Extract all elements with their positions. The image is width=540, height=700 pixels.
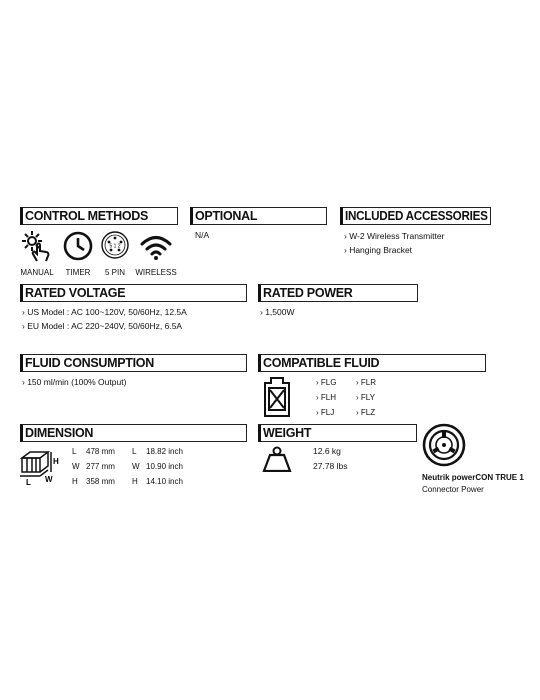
dimension-row: L 478 mm L 18.82 inch	[72, 447, 183, 456]
power-connector-sub: Connector Power	[422, 485, 484, 494]
voltage-us: › US Model : AC 100~120V, 50/60Hz, 12.5A	[22, 307, 187, 317]
svg-text:L: L	[26, 478, 31, 486]
fluid-list-col1	[316, 375, 336, 420]
weight-kettlebell-icon	[262, 446, 292, 472]
wireless-wifi-icon	[139, 233, 173, 261]
fluid-item: › FLH	[316, 393, 336, 402]
optional-header: OPTIONAL	[190, 207, 327, 225]
timer-clock-icon	[62, 230, 94, 262]
manual-label: MANUAL	[20, 268, 54, 277]
weight-header: WEIGHT	[258, 424, 417, 442]
dimension-row: W 277 mm W 10.90 inch	[72, 462, 183, 471]
rated-voltage-header: RATED VOLTAGE	[20, 284, 247, 302]
powercon-connector-icon	[422, 423, 466, 467]
fluid-item: › FLJ	[316, 408, 335, 417]
optional-value: N/A	[195, 230, 210, 240]
svg-text:H: H	[53, 457, 59, 466]
weight-lbs: 27.78 lbs	[313, 461, 348, 471]
dimension-header: DIMENSION	[20, 424, 247, 442]
pin-numbers: 5 1 2	[109, 243, 121, 250]
timer-label: TIMER	[65, 268, 91, 277]
fluid-list-col2	[356, 375, 376, 420]
five-pin-label: 5 PIN	[104, 268, 125, 277]
fluid-jerrycan-icon	[261, 376, 293, 418]
included-accessories-header: INCLUDED ACCESSORIES	[340, 207, 491, 225]
rated-power-header: RATED POWER	[258, 284, 418, 302]
control-methods-header: CONTROL METHODS	[20, 207, 178, 225]
weight-kg: 12.6 kg	[313, 446, 341, 456]
fluid-item: › FLY	[356, 393, 375, 402]
fluid-item: › FLR	[356, 378, 376, 387]
five-pin-connector-icon	[100, 230, 130, 260]
compatible-fluid-header: COMPATIBLE FLUID	[258, 354, 486, 372]
rated-power-value: › 1,500W	[260, 307, 295, 317]
accessory-item: › W-2 Wireless Transmitter	[344, 231, 445, 241]
fluid-consumption-value: › 150 ml/min (100% Output)	[22, 377, 127, 387]
fluid-item: › FLG	[316, 378, 337, 387]
manual-gear-hand-icon	[20, 229, 54, 263]
accessory-item: › Hanging Bracket	[344, 245, 413, 255]
dimension-box-icon	[18, 446, 64, 486]
svg-text:W: W	[45, 475, 53, 484]
voltage-eu: › EU Model : AC 220~240V, 50/60Hz, 6.5A	[22, 321, 183, 331]
wireless-label: WIRELESS	[135, 268, 177, 277]
dimension-table	[72, 444, 183, 489]
fluid-consumption-header: FLUID CONSUMPTION	[20, 354, 247, 372]
power-connector-name: Neutrik powerCON TRUE 1	[422, 473, 524, 482]
fluid-item: › FLZ	[356, 408, 376, 417]
dimension-row: H 358 mm H 14.10 inch	[72, 477, 183, 486]
